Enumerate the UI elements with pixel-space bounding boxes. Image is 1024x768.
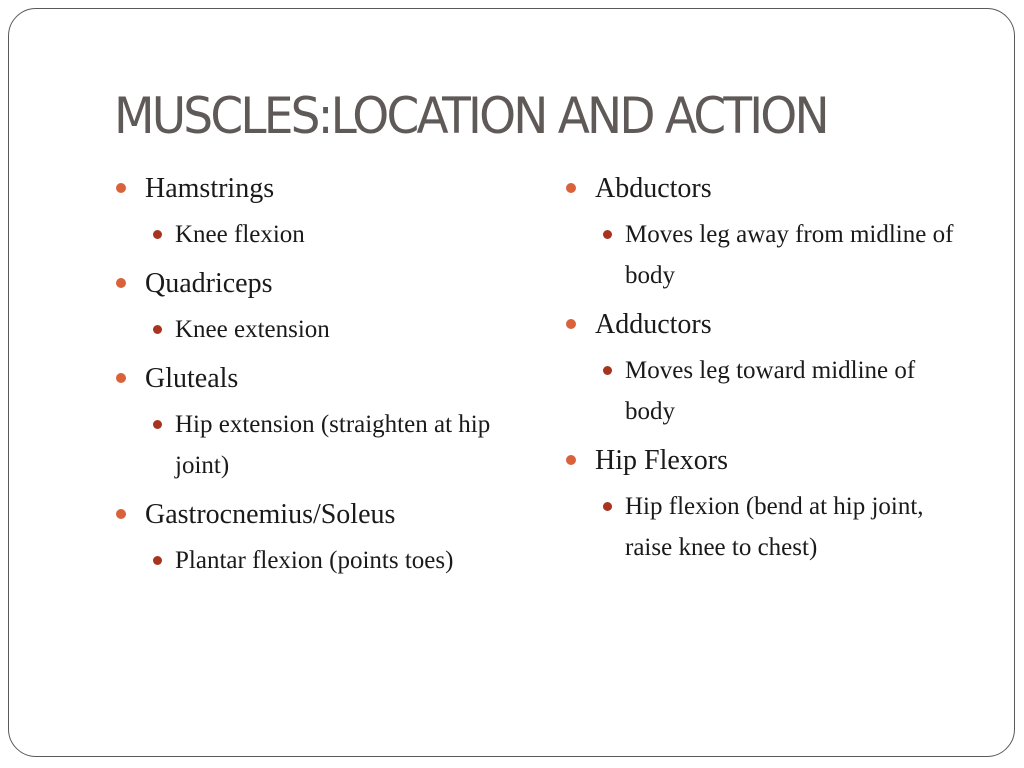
muscle-name: Adductors (595, 309, 712, 340)
muscle-name: Gluteals (145, 363, 239, 394)
muscle-name: Hip Flexors (595, 445, 728, 476)
sub-bullet-icon (153, 556, 162, 565)
bullet-icon (116, 509, 126, 519)
muscle-action: Hip extension (straighten at hip joint) (175, 411, 491, 479)
muscle-item-hip-flexors (564, 442, 964, 480)
bullet-icon (566, 183, 576, 193)
action-item-hamstrings (150, 214, 504, 255)
muscle-action: Plantar flexion (points toes) (175, 547, 454, 574)
muscle-item-gluteals (114, 360, 504, 398)
action-item-abductors (600, 214, 964, 296)
right-column (564, 170, 964, 578)
action-item-gluteals (150, 404, 504, 486)
action-item-gastrocnemius-soleus (150, 540, 504, 581)
muscle-action: Moves leg toward midline of body (625, 357, 916, 425)
muscle-name: Abductors (595, 173, 712, 204)
muscle-action: Hip flexion (bend at hip joint, raise knee to chest) (625, 493, 924, 561)
muscle-item-adductors (564, 306, 964, 344)
sub-bullet-icon (603, 366, 612, 375)
sub-bullet-icon (603, 230, 612, 239)
sub-bullet-icon (153, 420, 162, 429)
muscle-item-quadriceps (114, 265, 504, 303)
muscle-name: Quadriceps (145, 268, 273, 299)
muscle-name: Hamstrings (145, 173, 275, 204)
muscle-item-abductors (564, 170, 964, 208)
sub-bullet-icon (153, 230, 162, 239)
muscle-item-gastrocnemius-soleus (114, 496, 504, 534)
muscle-item-hamstrings (114, 170, 504, 208)
slide-title: MUSCLES:LOCATION AND ACTION (114, 87, 827, 145)
sub-bullet-icon (153, 325, 162, 334)
muscle-action: Knee extension (175, 316, 330, 343)
muscle-action: Moves leg away from midline of body (625, 221, 954, 289)
bullet-icon (116, 278, 126, 288)
action-item-adductors (600, 350, 964, 432)
bullet-icon (566, 455, 576, 465)
left-column (114, 170, 504, 591)
action-item-hip-flexors (600, 486, 964, 568)
bullet-icon (116, 373, 126, 383)
bullet-icon (566, 319, 576, 329)
muscle-name: Gastrocnemius/Soleus (145, 499, 396, 530)
action-item-quadriceps (150, 309, 504, 350)
bullet-icon (116, 183, 126, 193)
muscle-action: Knee flexion (175, 221, 305, 248)
sub-bullet-icon (603, 502, 612, 511)
